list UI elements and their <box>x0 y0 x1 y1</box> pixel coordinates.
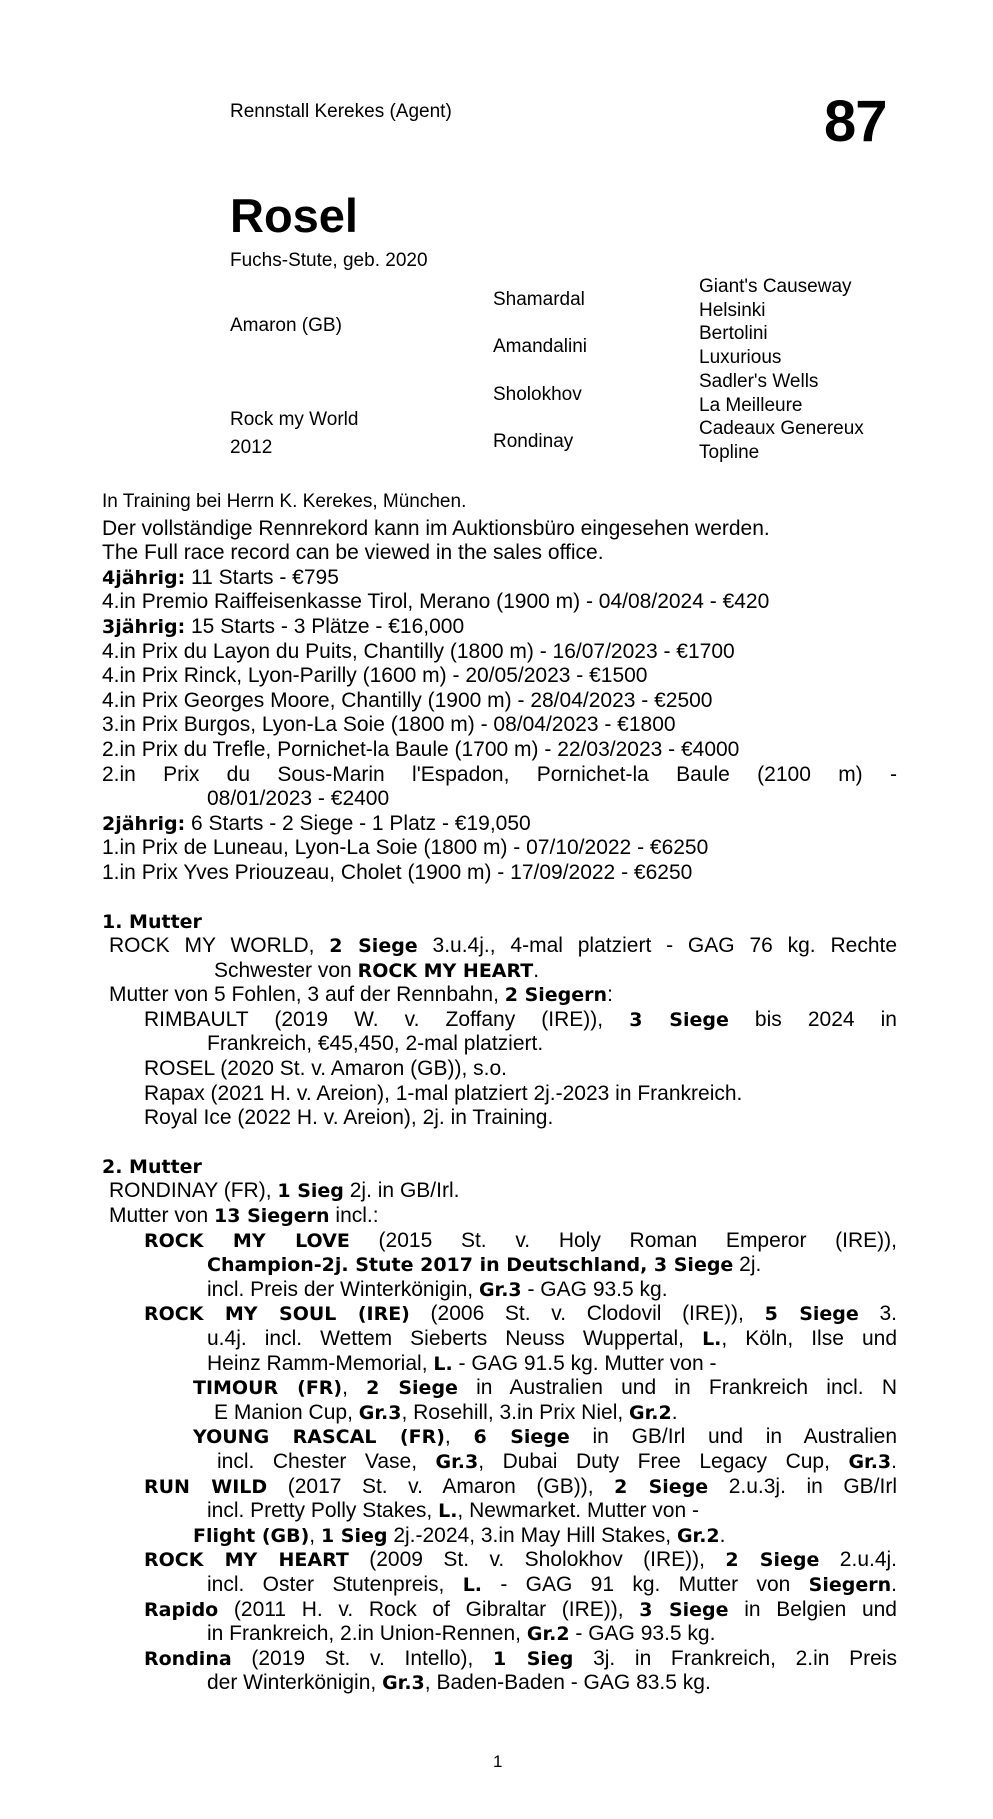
text-run: incl. Pretty Polly Stakes, <box>207 1499 439 1523</box>
pedigree-gen3: Giant's Causeway <box>699 276 852 297</box>
text-run: 2.u.4j. <box>819 1548 898 1572</box>
produce-entry <box>102 1524 897 1549</box>
bold-text: 5 Siege <box>764 1303 859 1326</box>
text-run: (2011 H. v. Rock of Gibraltar (IRE)), <box>218 1597 640 1621</box>
pedigree-sire: Amaron (GB) <box>230 315 342 336</box>
bold-text: 6 Siege <box>473 1426 570 1449</box>
race-result: 1.in Prix de Luneau, Lyon-La Soie (1800 m) - 07/10/2022 - €6250 <box>102 836 709 860</box>
text-run: (2019 St. v. Intello), <box>231 1646 494 1670</box>
text-run: 2.u.3j. in GB/Irl <box>708 1474 898 1498</box>
text-run: in Frankreich, 2.in Union-Rennen, <box>207 1622 527 1646</box>
text-run: E Manion Cup, <box>214 1400 359 1424</box>
dam-line <box>102 1179 897 1204</box>
record-note-en: The Full race record can be viewed in the sales office. <box>102 541 604 565</box>
dam-line <box>102 934 897 959</box>
text-run: in GB/Irl und in Australien <box>569 1425 898 1449</box>
race-result: 3.in Prix Burgos, Lyon-La Soie (1800 m) - 08/04/2023 - €1800 <box>102 713 676 737</box>
bold-text: ROCK MY SOUL (IRE) <box>144 1303 410 1326</box>
text-run: in Belgien und <box>728 1597 897 1621</box>
horse-name: Rosel <box>230 189 358 242</box>
text-run: - GAG 91 kg. Mutter von <box>482 1572 809 1596</box>
produce-entry <box>102 1548 897 1573</box>
produce-entry <box>102 1376 897 1401</box>
produce-entry-continued <box>102 1499 897 1524</box>
bold-text: 2jährig: <box>102 812 186 835</box>
pedigree-gen2: Amandalini <box>493 336 587 357</box>
text-run: - GAG 93.5 kg. <box>569 1622 716 1646</box>
bold-text: Gr.2 <box>629 1401 672 1424</box>
text-run: (2009 St. v. Sholokhov (IRE)), <box>348 1548 726 1572</box>
produce-entry-continued <box>102 1253 897 1278</box>
text-run: 2j.-2024, 3.in May Hill Stakes, <box>387 1523 677 1547</box>
text-run: 6 Starts - 2 Siege - 1 Platz - €19,050 <box>185 811 531 835</box>
text-run: u.4j. incl. Wettem Sieberts Neuss Wuppertal, <box>207 1327 703 1350</box>
pedigree-gen3: Topline <box>699 442 760 463</box>
text-run: der Winterkönigin, <box>207 1671 383 1695</box>
race-year-3 <box>102 615 897 640</box>
lot-number: 87 <box>824 89 887 154</box>
produce-entry-continued: Frankreich, €45,450, 2-mal platziert. <box>207 1032 544 1056</box>
text-run: , Köln, Ilse und <box>721 1327 897 1350</box>
text-run: 3.u.4j., 4-mal platziert - GAG 76 kg. Rechte <box>417 934 898 958</box>
race-result: 4.in Prix du Layon du Puits, Chantilly (1800 m) - 16/07/2023 - €1700 <box>102 639 735 663</box>
produce-entry: ROSEL (2020 St. v. Amaron (GB)), s.o. <box>144 1057 507 1081</box>
bold-text: TIMOUR (FR) <box>193 1377 343 1400</box>
bold-text: L. <box>433 1352 453 1375</box>
bold-text: 3jährig: <box>102 615 186 638</box>
text-run: . <box>719 1523 726 1547</box>
text-run: . <box>533 958 540 982</box>
text-run: - GAG 93.5 kg. <box>521 1277 668 1301</box>
text-run: incl. Chester Vase, <box>217 1449 436 1473</box>
text-run: Schwester von <box>214 958 358 982</box>
text-run: incl.: <box>329 1204 379 1228</box>
text-run: 3. <box>858 1302 897 1326</box>
bold-text: Gr.3 <box>478 1278 522 1301</box>
race-result: 4.in Prix Georges Moore, Chantilly (1900 m) - 28/04/2023 - €2500 <box>102 688 713 712</box>
produce-entry-continued <box>102 1671 897 1696</box>
produce-entry <box>102 1475 897 1500</box>
race-result-continued: 08/01/2023 - €2400 <box>207 787 390 811</box>
bold-text: Siegern <box>808 1573 892 1596</box>
page-number: 1 <box>493 1752 503 1771</box>
produce-entry-continued <box>102 1622 897 1647</box>
text-run: 2j. <box>733 1253 762 1277</box>
produce-entry <box>102 1302 897 1327</box>
training-note: In Training bei Herrn K. Kerekes, München. <box>102 491 467 512</box>
text-run: RIMBAULT (2019 W. v. Zoffany (IRE)), <box>144 1007 630 1031</box>
horse-description: Fuchs-Stute, geb. 2020 <box>230 250 428 271</box>
produce-entry-continued <box>102 1352 897 1377</box>
text-run: (2015 St. v. Holy Roman Emperor (IRE)), <box>349 1228 897 1252</box>
text-run: incl. Oster Stutenpreis, <box>207 1572 463 1596</box>
bold-text: 2 Siege <box>329 935 418 958</box>
bold-text: Gr.2 <box>676 1524 720 1547</box>
text-run: , <box>342 1376 367 1400</box>
produce-entry <box>102 1425 897 1450</box>
pedigree-gen2: Rondinay <box>493 431 574 452</box>
bold-text: ROCK MY HEART <box>357 959 534 982</box>
bold-text: 2 Siegern <box>504 984 608 1007</box>
text-run: 11 Starts - €795 <box>185 565 339 589</box>
text-run: bis 2024 in <box>728 1007 897 1031</box>
consignor-agent: Rennstall Kerekes (Agent) <box>230 101 452 122</box>
dam-produce-summary <box>102 983 897 1008</box>
text-run: , Newmarket. Mutter von - <box>457 1499 699 1523</box>
race-year-4 <box>102 566 897 591</box>
bold-text: Champion-2j. Stute 2017 in Deutschland, 3 Siege <box>207 1254 734 1277</box>
text-run: : <box>607 983 613 1007</box>
pedigree-gen3: Bertolini <box>699 323 768 344</box>
bold-text: Gr.3 <box>358 1401 402 1424</box>
produce-entry: Rapax (2021 H. v. Areion), 1-mal platziert 2j.-2023 in Frankreich. <box>144 1081 743 1105</box>
produce-entry <box>102 1598 897 1623</box>
produce-entry-continued <box>102 1327 897 1352</box>
race-result: 1.in Prix Yves Priouzeau, Cholet (1900 m) - 17/09/2022 - €6250 <box>102 860 693 884</box>
produce-entry <box>102 1008 897 1033</box>
text-run: 3j. in Frankreich, 2.in Preis <box>573 1646 897 1670</box>
bold-text: Gr.2 <box>526 1623 570 1646</box>
catalogue-body <box>102 490 897 1696</box>
race-result: 2.in Prix du Sous-Marin l'Espadon, Pornichet-la Baule (2100 m) - <box>102 762 897 786</box>
produce-entry <box>102 1647 897 1672</box>
text-run: , Baden-Baden - GAG 83.5 kg. <box>424 1671 711 1695</box>
race-year-2 <box>102 812 897 837</box>
text-run: ROCK MY WORLD, <box>109 934 330 958</box>
text-run: in Australien und in Frankreich incl. N <box>457 1376 898 1400</box>
dam-produce-summary <box>102 1204 897 1229</box>
bold-text: L. <box>702 1328 722 1350</box>
produce-entry-continued <box>102 1573 897 1598</box>
bold-text: Gr.3 <box>848 1450 892 1473</box>
pedigree-gen3: La Meilleure <box>699 395 803 416</box>
bold-text: Rapido <box>144 1598 219 1621</box>
pedigree-gen3: Luxurious <box>699 347 782 368</box>
text-run: Mutter von 5 Fohlen, 3 auf der Rennbahn, <box>109 983 505 1007</box>
bold-text: RUN WILD <box>144 1475 268 1498</box>
bold-text: Rondina <box>144 1647 232 1670</box>
bold-text: 3 Siege <box>639 1598 729 1621</box>
text-run: , <box>309 1523 321 1547</box>
bold-text: L. <box>438 1500 458 1523</box>
text-run: incl. Preis der Winterkönigin, <box>207 1277 479 1301</box>
text-run: Heinz Ramm-Memorial, <box>207 1351 434 1375</box>
text-run: - GAG 91.5 kg. Mutter von - <box>452 1351 717 1375</box>
record-note-de: Der vollständige Rennrekord kann im Auktionsbüro eingesehen werden. <box>102 516 770 540</box>
produce-entry: Royal Ice (2022 H. v. Areion), 2j. in Training. <box>144 1106 554 1130</box>
bold-text: YOUNG RASCAL (FR) <box>193 1426 445 1449</box>
text-run: (2017 St. v. Amaron (GB)), <box>267 1474 615 1498</box>
text-run: Mutter von <box>109 1204 215 1228</box>
text-run: 15 Starts - 3 Plätze - €16,000 <box>185 614 465 638</box>
bold-text: 1 Sieg <box>320 1524 388 1547</box>
pedigree-gen3: Sadler's Wells <box>699 371 819 392</box>
pedigree-dam-year: 2012 <box>230 437 273 458</box>
race-result: 2.in Prix du Trefle, Pornichet-la Baule (1700 m) - 22/03/2023 - €4000 <box>102 737 740 761</box>
dam-line <box>102 959 897 984</box>
bold-text: 2 Siege <box>725 1549 820 1572</box>
pedigree-gen2: Sholokhov <box>493 384 582 405</box>
bold-text: 2 Siege <box>614 1475 709 1498</box>
bold-text: 1 Sieg <box>277 1180 344 1203</box>
produce-entry-continued <box>102 1278 897 1303</box>
race-result: 4.in Prix Rinck, Lyon-Parilly (1600 m) - 20/05/2023 - €1500 <box>102 664 648 688</box>
bold-text: 4jährig: <box>102 566 186 589</box>
text-run: 2j. in GB/Irl. <box>343 1179 460 1203</box>
produce-entry <box>102 1229 897 1254</box>
text-run: , Rosehill, 3.in Prix Niel, <box>401 1400 630 1424</box>
bold-text: Gr.3 <box>435 1450 479 1473</box>
bold-text: 3 Siege <box>629 1008 729 1031</box>
section-heading-mutter-1: 1. Mutter <box>102 910 202 933</box>
bold-text: Flight (GB) <box>193 1524 310 1547</box>
pedigree-gen2: Shamardal <box>493 289 585 310</box>
text-run: . <box>891 1449 897 1473</box>
race-result: 4.in Premio Raiffeisenkasse Tirol, Merano (1900 m) - 04/08/2024 - €420 <box>102 590 770 614</box>
produce-entry-continued <box>102 1401 897 1426</box>
bold-text: ROCK MY LOVE <box>144 1229 350 1252</box>
bold-text: ROCK MY HEART <box>144 1549 349 1572</box>
pedigree-gen3: Cadeaux Genereux <box>699 418 864 439</box>
text-run: , Dubai Duty Free Legacy Cup, <box>478 1449 849 1473</box>
bold-text: 13 Siegern <box>214 1205 330 1228</box>
bold-text: 1 Sieg <box>493 1647 574 1670</box>
produce-entry-continued <box>102 1450 897 1475</box>
bold-text: L. <box>462 1573 483 1596</box>
text-run: . <box>671 1400 678 1424</box>
text-run: . <box>891 1572 897 1596</box>
pedigree-dam: Rock my World <box>230 409 359 430</box>
bold-text: Gr.3 <box>382 1672 425 1695</box>
bold-text: 2 Siege <box>366 1377 458 1400</box>
text-run: RONDINAY (FR), <box>109 1179 278 1203</box>
pedigree-gen3: Helsinki <box>699 300 766 321</box>
text-run: , <box>444 1425 474 1449</box>
section-heading-mutter-2: 2. Mutter <box>102 1155 202 1178</box>
text-run: (2006 St. v. Clodovil (IRE)), <box>409 1302 765 1326</box>
